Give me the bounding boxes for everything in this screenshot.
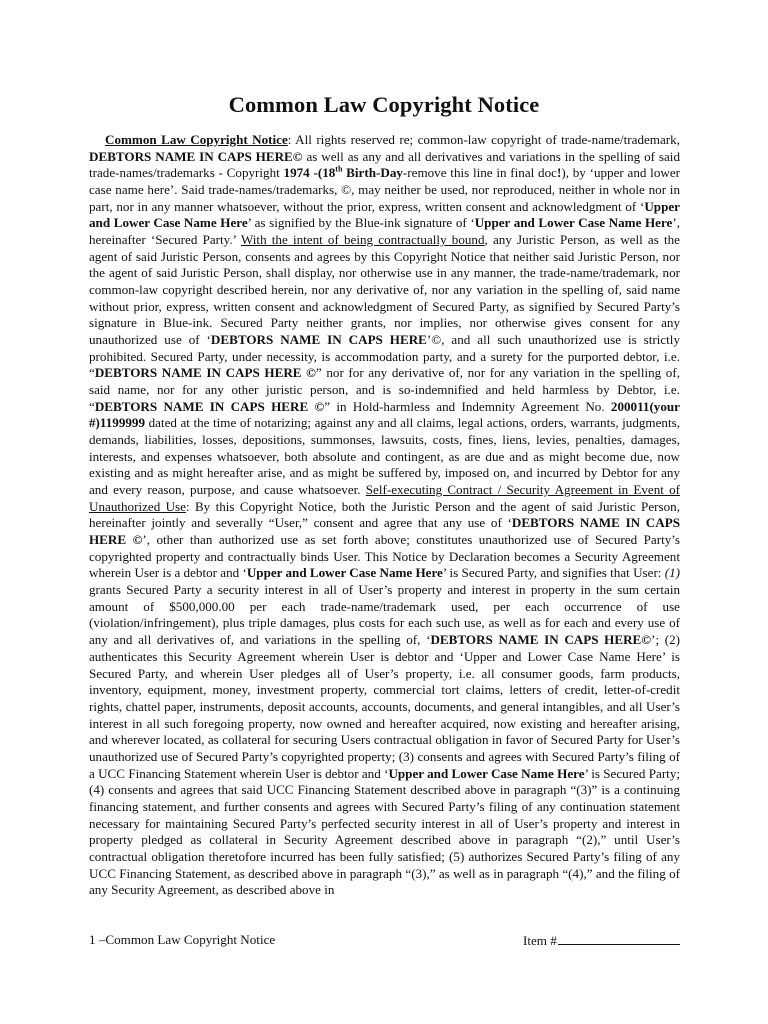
body-text-segment: DEBTORS NAME IN CAPS HERE © — [89, 515, 680, 548]
body-text-segment: Common Law Copyright Notice — [105, 132, 288, 147]
body-text-segment: dated at the time of notarizing; against any and all claims, legal actions, orders, warrants, judgments, demands, liabilities, losses, depositions, summonses, lawsuits, costs, fines, liens, levies, penalties, damages, interests, and expenses whatsoever, both absolute and contingent, as are due and as might become due, now existing and as might hereafter arise, and as might be suffered by, imposed on, and incurred by Debtor for any and every reason, purpose, and cause whatsoever. — [89, 415, 680, 498]
body-text-segment: : By this Copyright Notice, both the Juristic Person and the agent of said Juristic Person, hereinafter jointly and severally “User,” consent and agree that any use of ‘ — [89, 498, 680, 531]
body-text-segment: 1974 -(18 — [283, 165, 336, 181]
body-text-segment: DEBTORS NAME IN CAPS HERE© — [89, 148, 303, 164]
body-text-segment: Birth-Day — [342, 165, 403, 181]
body-text-segment: (1) — [664, 565, 680, 581]
body-text-segment: Upper and Lower Case Name Here — [474, 215, 673, 231]
body-text-segment: Upper and Lower Case Name Here — [388, 765, 585, 781]
body-text-segment: DEBTORS NAME IN CAPS HERE — [210, 332, 427, 348]
body-text-segment: -remove this line in final doc — [402, 165, 557, 181]
body-text-segment: as well as any and all derivatives and variations in the spelling of said trade-names/trademarks - Copyright — [89, 148, 680, 181]
body-text-segment: th — [335, 164, 343, 174]
body-text-segment: ), by ‘upper and lower case name here’. Said trade-names/trademarks, ©, may neither be used, nor reproduced, neither in whole nor in part, nor in any manner whatsoever, without the prior, express, written consent and acknowledgment of ‘ — [89, 165, 680, 214]
footer-page-label: 1 –Common Law Copyright Notice — [89, 932, 276, 947]
body-text-segment: ’, other than authorized use as set forth above; constitutes unauthorized use of Secured Party’s copyrighted property and contractually binds User. This Notice by Declaration becomes a Security Agreement wherein User is a debtor and ‘ — [89, 532, 680, 581]
body-text-segment: ’ is Secured Party; (4) consents and agrees that said UCC Financing Statement described above in paragraph “(3)” is a continuing financing statement, and further consents and agrees with Secured Party’s filing of any continuation statement necessary for maintaining Secured Party’s perfected security interest in all of User’s property and interest in property pledged as collateral in Security Agreement described above in paragraph “(2),” until User’s contractual obligation theretofore incurred has been fully satisfied; (5) authorizes Secured Party’s filing of any UCC Financing Statement, as described above in paragraph “(3),” as well as in paragraph “(4),” and the filing of any Security Agreement, as described above in — [89, 765, 681, 898]
body-text-segment: , any Juristic Person, as well as the agent of said Juristic Person, consents and agrees by this Copyright Notice that neither said Juristic Person, nor the agent of said Juristic Person, shall display, nor otherwise use in any manner, the trade-name/trademark, nor common-law copyright described herein, nor any derivative of, nor any variation in the spelling of, said name without prior, express, written consent and acknowledgment of Secured Party, as signified by Secured Party’s signature in Blue-ink. Secured Party neither grants, nor implies, nor otherwise gives consent for any unauthorized use of ‘ — [89, 232, 680, 348]
body-text-segment: ’©, and all such unauthorized use is strictly prohibited. Secured Party, under necessity, is accommodation party, and a surety for the purported debtor, i.e. “ — [89, 332, 680, 381]
notice-body-paragraph — [89, 132, 680, 899]
item-number-label: Item # — [523, 933, 557, 948]
body-text-segment: DEBTORS NAME IN CAPS HERE © — [94, 398, 325, 414]
body-text-segment: ’; (2) authenticates this Security Agreement wherein User is debtor and ‘Upper and Lower Case Name Here’ is Secured Party, and wherein User pledges all of User’s property, i.e. all consumer goods, farm products, inventory, equipment, money, investment property, commercial tort claims, letters of credit, letter-of-credit rights, chattel paper, instruments, deposit accounts, accounts, documents, and general intangibles, and all User’s interest in all such foregoing property, now owned and hereafter acquired, now existing and hereafter arising, and wherever located, as collateral for securing Users contractual obligation in favor of Secured Party for User’s unauthorized use of Secured Party’s copyrighted property; (3) consents and agrees with Secured Party’s filing of a UCC Financing Statement wherein User is debtor and ‘ — [89, 632, 680, 781]
body-text-segment: Self-executing Contract / Security Agreement in Event of Unauthorized Use — [89, 482, 680, 514]
body-text-segment: : All rights reserved re; common-law copyright of trade-name/trademark, — [287, 132, 680, 147]
body-text-segment: Upper and Lower Case Name Here — [89, 198, 680, 231]
body-text-segment: ” nor for any derivative of, nor for any variation in the spelling of, said name, nor for any other juristic person, and is so-indemnified and held harmless by Debtor, i.e. “ — [89, 365, 680, 414]
item-number-blank-line — [558, 932, 680, 945]
body-text-segment: ’, hereinafter ‘Secured Party.’ — [89, 215, 680, 248]
body-text-segment: ” in Hold-harmless and Indemnity Agreement No. — [324, 398, 611, 414]
body-text-segment: ’ is Secured Party, and signifies that User: — [442, 565, 665, 581]
body-text-segment: ’ as signified by the Blue-ink signature of ‘ — [247, 215, 475, 231]
body-text-segment: DEBTORS NAME IN CAPS HERE© — [430, 632, 652, 648]
body-text-segment: ! — [556, 165, 562, 181]
footer-item-number — [523, 932, 680, 949]
body-text-segment: Upper and Lower Case Name Here — [246, 565, 443, 581]
page-title: Common Law Copyright Notice — [228, 92, 540, 117]
body-text-segment: DEBTORS NAME IN CAPS HERE © — [94, 365, 316, 381]
body-text-segment: 200011(your #)1199999 — [89, 398, 680, 431]
body-text-segment: With the intent of being contractually bound — [240, 232, 485, 248]
body-text-segment: grants Secured Party a security interest in all of User’s property and interest in property in the sum certain amount of $500,000.00 per each trade-name/trademark used, per each occurrence of use (violation/infringement), plus triple damages, plus costs for each such use, as well as for each and every use of any and all derivatives of, and variations in the spelling of, ‘ — [89, 582, 680, 648]
